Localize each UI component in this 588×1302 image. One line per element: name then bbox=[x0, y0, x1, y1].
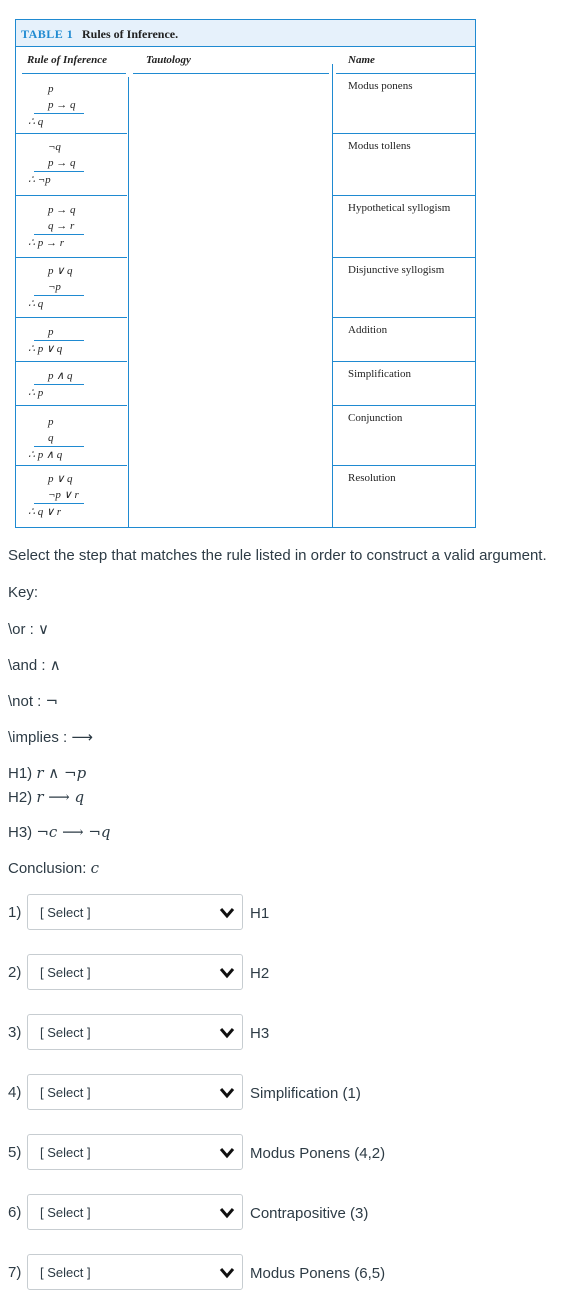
rule-cell bbox=[22, 324, 130, 357]
key-heading: Key: bbox=[8, 584, 39, 601]
rule-premise: p ∨ q bbox=[48, 265, 73, 277]
step-5-select[interactable] bbox=[27, 1134, 243, 1170]
rule-premise: p bbox=[48, 83, 54, 95]
conclusion-expr: c bbox=[90, 859, 99, 877]
step-6-select[interactable] bbox=[27, 1194, 243, 1230]
header-name: Name bbox=[348, 54, 375, 66]
rule-conclusion: ∴ q bbox=[28, 116, 44, 128]
rule-conclusion: ∴ ¬p bbox=[28, 174, 51, 186]
conclusion bbox=[8, 859, 99, 877]
step-label: Contrapositive (3) bbox=[250, 1205, 369, 1222]
rule-premise: ¬p bbox=[48, 281, 61, 293]
rule-conclusion: ∴ p bbox=[28, 387, 44, 399]
rule-cell bbox=[22, 202, 130, 251]
select-value: [ Select ] bbox=[40, 905, 91, 920]
key-code: \or : bbox=[8, 621, 34, 638]
rule-cell bbox=[22, 81, 130, 130]
rule-premise: p → q bbox=[48, 157, 76, 169]
step-row-6 bbox=[0, 1194, 588, 1232]
hypothesis-label: H2) bbox=[8, 789, 33, 806]
step-row-3 bbox=[0, 1014, 588, 1052]
chevron-down-icon bbox=[218, 1144, 236, 1162]
table-number: TABLE 1 bbox=[21, 27, 74, 41]
step-number: 4) bbox=[8, 1084, 22, 1101]
header-rule: Rule of Inference bbox=[27, 54, 108, 66]
key-code: \not : bbox=[8, 693, 42, 710]
step-1-select[interactable] bbox=[27, 894, 243, 930]
hypothesis-expr: ¬c ⟶ ¬q bbox=[36, 823, 111, 841]
key-code: \and : bbox=[8, 657, 46, 674]
rule-conclusion: ∴ q bbox=[28, 298, 44, 310]
step-label: Simplification (1) bbox=[250, 1085, 361, 1102]
step-row-2 bbox=[0, 954, 588, 992]
table-row bbox=[16, 362, 475, 406]
rule-premise: q → r bbox=[48, 220, 75, 232]
hypothesis-1 bbox=[8, 764, 86, 782]
rule-name: Conjunction bbox=[348, 412, 403, 424]
rule-premise: p ∧ q bbox=[48, 370, 73, 382]
rule-conclusion: ∴ p → r bbox=[28, 237, 65, 249]
step-number: 2) bbox=[8, 964, 22, 981]
rule-name: Addition bbox=[348, 324, 388, 336]
step-row-5 bbox=[0, 1134, 588, 1172]
chevron-down-icon bbox=[218, 1024, 236, 1042]
instructions: Select the step that matches the rule listed in order to construct a valid argument. bbox=[8, 547, 547, 564]
key-item-implies bbox=[8, 728, 93, 746]
rule-cell bbox=[22, 263, 130, 312]
rule-name: Resolution bbox=[348, 472, 396, 484]
select-value: [ Select ] bbox=[40, 1265, 91, 1280]
rule-premise: p ∨ q bbox=[48, 473, 73, 485]
rule-cell bbox=[22, 368, 130, 401]
select-value: [ Select ] bbox=[40, 1205, 91, 1220]
select-value: [ Select ] bbox=[40, 1145, 91, 1160]
rule-conclusion: ∴ p ∨ q bbox=[28, 343, 63, 355]
chevron-down-icon bbox=[218, 1204, 236, 1222]
step-row-7 bbox=[0, 1254, 588, 1292]
rule-premise: p bbox=[48, 416, 54, 428]
header-tautology: Tautology bbox=[146, 54, 191, 66]
step-number: 1) bbox=[8, 904, 22, 921]
hypothesis-label: H3) bbox=[8, 824, 33, 841]
step-label: H2 bbox=[250, 965, 270, 982]
step-row-1 bbox=[0, 894, 588, 932]
rules-of-inference-table bbox=[15, 19, 476, 528]
select-value: [ Select ] bbox=[40, 1085, 91, 1100]
not-symbol: ¬ bbox=[45, 692, 59, 710]
step-row-4 bbox=[0, 1074, 588, 1112]
hypothesis-2 bbox=[8, 788, 84, 806]
step-3-select[interactable] bbox=[27, 1014, 243, 1050]
table-row bbox=[16, 196, 475, 258]
implies-symbol: ⟶ bbox=[71, 728, 93, 746]
hypothesis-label: H1) bbox=[8, 765, 33, 782]
table-title: Rules of Inference. bbox=[82, 27, 179, 41]
chevron-down-icon bbox=[218, 1264, 236, 1282]
rule-premise: p → q bbox=[48, 99, 76, 111]
rule-name: Modus ponens bbox=[348, 80, 413, 92]
step-4-select[interactable] bbox=[27, 1074, 243, 1110]
step-7-select[interactable] bbox=[27, 1254, 243, 1290]
key-item-or bbox=[8, 620, 49, 638]
rule-name: Modus tollens bbox=[348, 140, 411, 152]
table-row bbox=[16, 406, 475, 466]
key-code: \implies : bbox=[8, 729, 68, 746]
conclusion-label: Conclusion: bbox=[8, 860, 87, 877]
hypothesis-expr: r ∧ ¬p bbox=[36, 764, 87, 782]
step-label: H3 bbox=[250, 1025, 270, 1042]
table-row bbox=[16, 74, 475, 134]
rule-premise: q bbox=[48, 432, 54, 444]
step-2-select[interactable] bbox=[27, 954, 243, 990]
rule-name: Disjunctive syllogism bbox=[348, 264, 445, 276]
rule-premise: p → q bbox=[48, 204, 76, 216]
table-row bbox=[16, 466, 475, 528]
rule-premise: ¬p ∨ r bbox=[48, 489, 79, 501]
rule-name: Hypothetical syllogism bbox=[348, 202, 451, 214]
key-item-and bbox=[8, 656, 61, 674]
chevron-down-icon bbox=[218, 1084, 236, 1102]
hypothesis-expr: r ⟶ q bbox=[36, 788, 85, 806]
rule-cell bbox=[22, 414, 130, 463]
step-label: H1 bbox=[250, 905, 270, 922]
step-number: 7) bbox=[8, 1264, 22, 1281]
step-label: Modus Ponens (6,5) bbox=[250, 1265, 386, 1282]
and-symbol: ∧ bbox=[49, 656, 61, 674]
rule-name: Simplification bbox=[348, 368, 411, 380]
rule-cell bbox=[22, 471, 130, 520]
table-row bbox=[16, 258, 475, 318]
rule-premise: ¬q bbox=[48, 141, 61, 153]
chevron-down-icon bbox=[218, 964, 236, 982]
step-number: 6) bbox=[8, 1204, 22, 1221]
table-row bbox=[16, 134, 475, 196]
select-value: [ Select ] bbox=[40, 965, 91, 980]
table-caption bbox=[16, 20, 475, 47]
table-row bbox=[16, 318, 475, 362]
rule-cell bbox=[22, 139, 130, 188]
step-number: 5) bbox=[8, 1144, 22, 1161]
or-symbol: ∨ bbox=[38, 620, 49, 638]
rule-conclusion: ∴ p ∧ q bbox=[28, 449, 63, 461]
step-number: 3) bbox=[8, 1024, 22, 1041]
hypothesis-3 bbox=[8, 823, 111, 841]
key-item-not bbox=[8, 692, 58, 710]
rule-conclusion: ∴ q ∨ r bbox=[28, 506, 62, 518]
select-value: [ Select ] bbox=[40, 1025, 91, 1040]
step-label: Modus Ponens (4,2) bbox=[250, 1145, 386, 1162]
chevron-down-icon bbox=[218, 904, 236, 922]
rule-premise: p bbox=[48, 326, 54, 338]
